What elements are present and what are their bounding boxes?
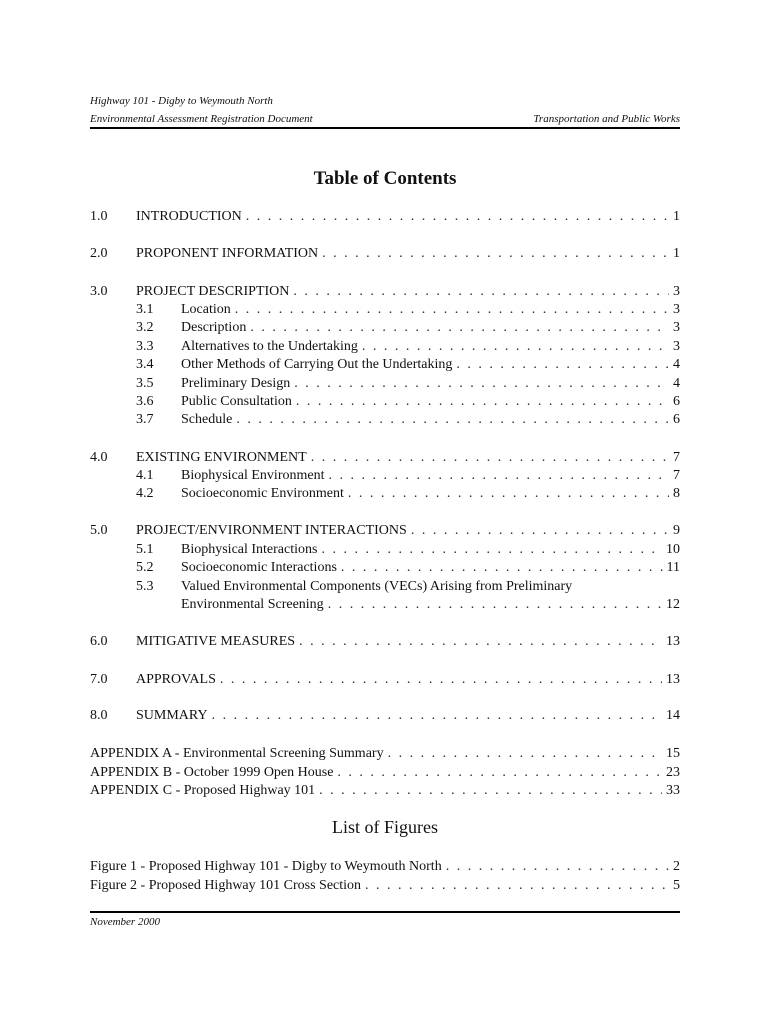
toc-entry-2[interactable] bbox=[90, 245, 680, 263]
toc-entry-5[interactable] bbox=[90, 522, 680, 540]
toc-entry-3-1[interactable] bbox=[90, 301, 680, 319]
dot-leader bbox=[294, 375, 669, 393]
toc-page: 1 bbox=[673, 246, 680, 261]
toc-number: 5.2 bbox=[136, 560, 154, 575]
dot-leader bbox=[235, 301, 669, 319]
toc-entry-3-6[interactable] bbox=[90, 393, 680, 411]
toc-number: 3.6 bbox=[136, 394, 154, 409]
toc-page: 3 bbox=[673, 302, 680, 317]
toc-page: 13 bbox=[666, 634, 680, 649]
toc-label: Alternatives to the Undertaking bbox=[181, 339, 358, 354]
footer-rule bbox=[90, 911, 680, 913]
dot-leader bbox=[311, 449, 669, 467]
dot-leader bbox=[362, 338, 669, 356]
toc-number: 2.0 bbox=[90, 246, 108, 261]
toc-page: 7 bbox=[673, 468, 680, 483]
toc-entry-4[interactable] bbox=[90, 449, 680, 467]
dot-leader bbox=[328, 596, 662, 614]
toc-entry-3-2[interactable] bbox=[90, 319, 680, 337]
toc-page: 15 bbox=[666, 746, 680, 761]
dot-leader bbox=[293, 283, 669, 301]
figure-entry-1[interactable] bbox=[90, 858, 680, 876]
toc-label: Biophysical Interactions bbox=[181, 542, 318, 557]
toc-label: APPENDIX A - Environmental Screening Summary bbox=[90, 746, 384, 761]
toc-label: EXISTING ENVIRONMENT bbox=[136, 450, 307, 465]
dot-leader bbox=[212, 707, 662, 725]
toc-page: 10 bbox=[666, 542, 680, 557]
dot-leader bbox=[337, 764, 662, 782]
toc-entry-5-2[interactable] bbox=[90, 559, 680, 577]
toc-number: 3.3 bbox=[136, 339, 154, 354]
toc-title: Table of Contents bbox=[313, 168, 457, 189]
dot-leader bbox=[220, 671, 662, 689]
toc-label: PROJECT DESCRIPTION bbox=[136, 284, 290, 299]
dot-leader bbox=[321, 541, 662, 559]
header-rule bbox=[90, 127, 680, 129]
toc-number: 5.3 bbox=[136, 579, 154, 594]
toc-label: Preliminary Design bbox=[181, 376, 291, 391]
toc-number: 3.1 bbox=[136, 302, 154, 317]
toc-label: INTRODUCTION bbox=[136, 209, 242, 224]
toc-page: 6 bbox=[673, 394, 680, 409]
toc-label: MITIGATIVE MEASURES bbox=[136, 634, 296, 649]
toc-page: 13 bbox=[666, 672, 680, 687]
toc-entry-3-5[interactable] bbox=[90, 375, 680, 393]
dot-leader bbox=[456, 356, 669, 374]
toc-number: 3.7 bbox=[136, 412, 154, 427]
figure-label: Figure 2 - Proposed Highway 101 Cross Section bbox=[90, 878, 362, 893]
header-title: Highway 101 - Digby to Weymouth North bbox=[90, 95, 273, 107]
toc-number: 8.0 bbox=[90, 708, 108, 723]
dot-leader bbox=[296, 393, 669, 411]
toc-entry-3-7[interactable] bbox=[90, 411, 680, 429]
dot-leader bbox=[299, 633, 662, 651]
toc-page: 33 bbox=[666, 783, 680, 798]
dot-leader bbox=[341, 559, 663, 577]
document-page bbox=[90, 0, 680, 1024]
toc-label: Other Methods of Carrying Out the Undertaking bbox=[181, 357, 453, 372]
toc-page: 4 bbox=[673, 376, 680, 391]
toc-label: Schedule bbox=[181, 412, 233, 427]
header-document-name: Environmental Assessment Registration Document bbox=[90, 113, 313, 125]
toc-number: 3.4 bbox=[136, 357, 154, 372]
toc-label-continued: Environmental Screening bbox=[181, 597, 324, 612]
toc-entry-5-1[interactable] bbox=[90, 541, 680, 559]
toc-page: 3 bbox=[673, 284, 680, 299]
dot-leader bbox=[411, 522, 669, 540]
dot-leader bbox=[388, 745, 662, 763]
toc-page: 4 bbox=[673, 357, 680, 372]
toc-entry-7[interactable] bbox=[90, 671, 680, 689]
footer-date: November 2000 bbox=[90, 916, 160, 928]
toc-page: 12 bbox=[666, 597, 680, 612]
toc-page: 23 bbox=[666, 765, 680, 780]
figure-label: Figure 1 - Proposed Highway 101 - Digby to Weymouth North bbox=[90, 859, 442, 874]
toc-page: 7 bbox=[673, 450, 680, 465]
dot-leader bbox=[319, 782, 662, 800]
dot-leader bbox=[446, 858, 669, 876]
toc-entry-3-4[interactable] bbox=[90, 356, 680, 374]
header-department: Transportation and Public Works bbox=[533, 113, 680, 125]
toc-entry-3-3[interactable] bbox=[90, 338, 680, 356]
header-subtitle-row bbox=[90, 113, 680, 125]
toc-number: 4.1 bbox=[136, 468, 154, 483]
toc-label: Socioeconomic Interactions bbox=[181, 560, 337, 575]
toc-number: 3.2 bbox=[136, 320, 154, 335]
figure-page: 5 bbox=[673, 878, 680, 893]
toc-page: 9 bbox=[673, 523, 680, 538]
toc-label: Socioeconomic Environment bbox=[181, 486, 344, 501]
toc-label: Location bbox=[181, 302, 231, 317]
toc-page: 8 bbox=[673, 486, 680, 501]
dot-leader bbox=[365, 877, 669, 895]
toc-entry-4-1[interactable] bbox=[90, 467, 680, 485]
toc-page: 6 bbox=[673, 412, 680, 427]
toc-number: 3.0 bbox=[90, 284, 108, 299]
toc-entry-4-2[interactable] bbox=[90, 485, 680, 503]
toc-page: 14 bbox=[666, 708, 680, 723]
toc-label: Public Consultation bbox=[181, 394, 292, 409]
toc-appendix-a[interactable] bbox=[90, 745, 680, 763]
toc-label: APPROVALS bbox=[136, 672, 216, 687]
toc-label: APPENDIX C - Proposed Highway 101 bbox=[90, 783, 316, 798]
toc-page: 3 bbox=[673, 339, 680, 354]
toc-number: 3.5 bbox=[136, 376, 154, 391]
toc-page: 11 bbox=[666, 560, 680, 575]
toc-number: 4.0 bbox=[90, 450, 108, 465]
toc-label: PROPONENT INFORMATION bbox=[136, 246, 319, 261]
dot-leader bbox=[322, 245, 669, 263]
toc-appendix-c[interactable] bbox=[90, 782, 680, 800]
toc-label: Description bbox=[181, 320, 247, 335]
dot-leader bbox=[328, 467, 669, 485]
toc-appendix-b[interactable] bbox=[90, 764, 680, 782]
figure-entry-2[interactable] bbox=[90, 877, 680, 895]
toc-number: 5.0 bbox=[90, 523, 108, 538]
toc-page: 3 bbox=[673, 320, 680, 335]
toc-entry-6[interactable] bbox=[90, 633, 680, 651]
toc-number: 1.0 bbox=[90, 209, 108, 224]
dot-leader bbox=[250, 319, 669, 337]
toc-number: 5.1 bbox=[136, 542, 154, 557]
toc-entry-5-3-continued[interactable] bbox=[90, 596, 680, 614]
toc-page: 1 bbox=[673, 209, 680, 224]
toc-entry-3[interactable] bbox=[90, 283, 680, 301]
toc-entry-5-3[interactable] bbox=[90, 578, 680, 596]
dot-leader bbox=[348, 485, 669, 503]
dot-leader bbox=[246, 208, 669, 226]
toc-label: Valued Environmental Components (VECs) Arising from Preliminary bbox=[181, 579, 573, 594]
toc-number: 7.0 bbox=[90, 672, 108, 687]
toc-label: APPENDIX B - October 1999 Open House bbox=[90, 765, 334, 780]
figure-page: 2 bbox=[673, 859, 680, 874]
toc-label: Biophysical Environment bbox=[181, 468, 325, 483]
toc-number: 6.0 bbox=[90, 634, 108, 649]
toc-label: SUMMARY bbox=[136, 708, 208, 723]
list-of-figures-title: List of Figures bbox=[332, 817, 438, 837]
toc-entry-8[interactable] bbox=[90, 707, 680, 725]
toc-entry-1[interactable] bbox=[90, 208, 680, 226]
toc-label: PROJECT/ENVIRONMENT INTERACTIONS bbox=[136, 523, 407, 538]
toc-number: 4.2 bbox=[136, 486, 154, 501]
dot-leader bbox=[236, 411, 669, 429]
